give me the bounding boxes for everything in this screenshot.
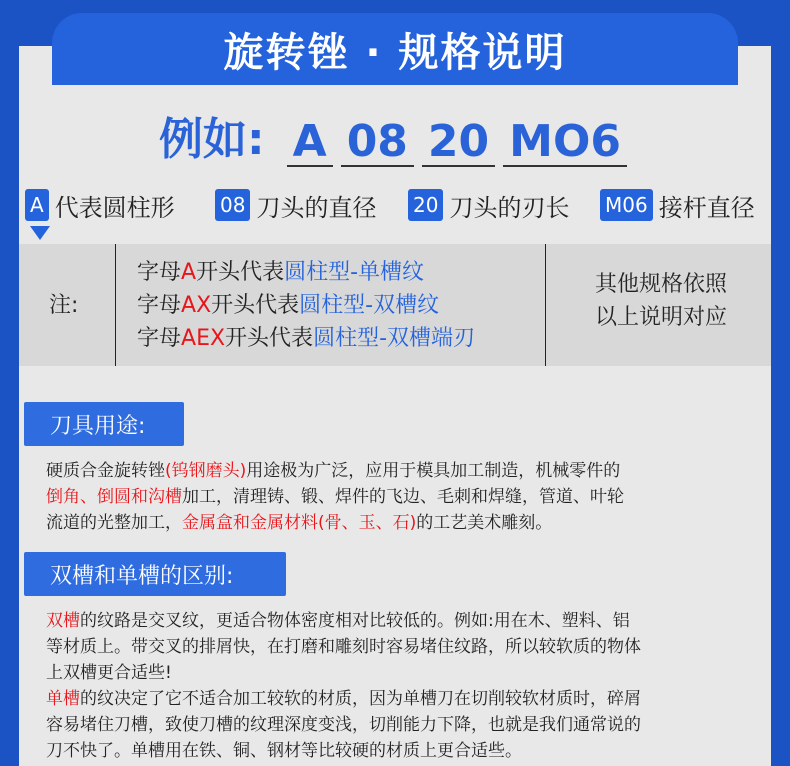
usage-text: 加工，清理铸、锻、焊件的飞边、毛刺和焊缝，管道、叶轮 (182, 487, 624, 507)
usage-line (46, 510, 746, 536)
usage-text: 硬质合金旋转锉 (46, 461, 165, 481)
difference-line: 刀不快了。单槽用在铁、铜、钢材等比较硬的材质上更合适些。 (46, 741, 522, 761)
usage-text: 的工艺美术雕刻。 (416, 513, 553, 533)
note-type: 圆柱型-双槽端刃 (313, 326, 476, 351)
difference-text: 的纹路是交叉纹，更适合物体密度相对比较低的。例如:用在木、塑料、铝 (80, 611, 630, 631)
usage-heading: 刀具用途: (24, 402, 184, 446)
example-code-diameter: 08 (341, 119, 414, 167)
example-code-length: 20 (422, 119, 495, 167)
note-text: 字母 (137, 293, 182, 318)
legend-text: 接杆直径 (658, 193, 755, 222)
difference-highlight: 单槽 (46, 689, 80, 709)
usage-paragraph (46, 458, 746, 536)
note-type: 圆柱型-双槽纹 (299, 293, 440, 318)
note-side (595, 268, 727, 334)
note-text: 字母 (137, 260, 182, 285)
note-lines (137, 256, 475, 355)
legend-badge: A (25, 189, 49, 221)
note-side-line: 以上说明对应 (595, 305, 728, 330)
note-line (137, 322, 475, 355)
usage-text: 用途极为广泛，应用于模具加工制造，机械零件的 (246, 461, 621, 481)
legend-item-shank (600, 188, 755, 223)
example-code-shape: A (287, 119, 333, 167)
divider (115, 244, 116, 366)
note-panel (19, 244, 771, 366)
note-side-line: 其他规格依照 (595, 272, 728, 297)
note-text: 开头代表 (196, 260, 285, 285)
note-type: 圆柱型-单槽纹 (284, 260, 425, 285)
legend-item-diameter (215, 188, 408, 223)
note-line (137, 289, 475, 322)
difference-line: 上双槽更合适些! (46, 663, 172, 683)
difference-line: 等材质上。带交叉的排屑快，在打磨和雕刻时容易堵住纹路，所以较软质的物体 (46, 637, 641, 657)
note-code: AEX (181, 326, 226, 351)
note-line (137, 256, 475, 289)
legend-text: 刀头的刃长 (449, 193, 570, 222)
page-title: 旋转锉 · 规格说明 (52, 13, 738, 85)
difference-paragraph (46, 608, 746, 764)
example-row (0, 115, 790, 167)
difference-highlight: 双槽 (46, 611, 80, 631)
legend-text: 代表圆柱形 (54, 193, 175, 222)
down-arrow-icon (30, 226, 50, 240)
usage-highlight: (钨钢磨头) (165, 461, 247, 481)
note-text: 开头代表 (211, 293, 300, 318)
usage-highlight: 倒角、倒圆和沟槽 (46, 487, 182, 507)
note-code: A (181, 260, 197, 285)
difference-line (46, 608, 746, 634)
legend-text: 刀头的直径 (256, 193, 377, 222)
legend-badge: M06 (600, 189, 653, 221)
difference-line: 容易堵住刀槽，致使刀槽的纹理深度变浅，切削能力下降，也就是我们通常说的 (46, 715, 641, 735)
difference-text: 的纹决定了它不适合加工较软的材质，因为单槽刀在切削较软材质时，碎屑 (80, 689, 641, 709)
divider (545, 244, 546, 366)
difference-heading: 双槽和单槽的区别: (24, 552, 286, 596)
note-label: 注: (49, 293, 79, 318)
legend-badge: 20 (408, 189, 443, 221)
example-label: 例如: (159, 114, 265, 165)
example-code-shank: MO6 (503, 119, 627, 167)
usage-line (46, 458, 746, 484)
usage-highlight: 金属盒和金属材料(骨、玉、石) (182, 513, 417, 533)
legend-badge: 08 (215, 189, 250, 221)
legend-item-shape (25, 188, 215, 223)
note-text: 开头代表 (225, 326, 314, 351)
note-code: AX (181, 293, 212, 318)
legend-item-length (408, 188, 600, 223)
legend-row (25, 187, 765, 223)
difference-line (46, 686, 746, 712)
note-text: 字母 (137, 326, 182, 351)
usage-text: 流道的光整加工， (46, 513, 182, 533)
usage-line (46, 484, 746, 510)
